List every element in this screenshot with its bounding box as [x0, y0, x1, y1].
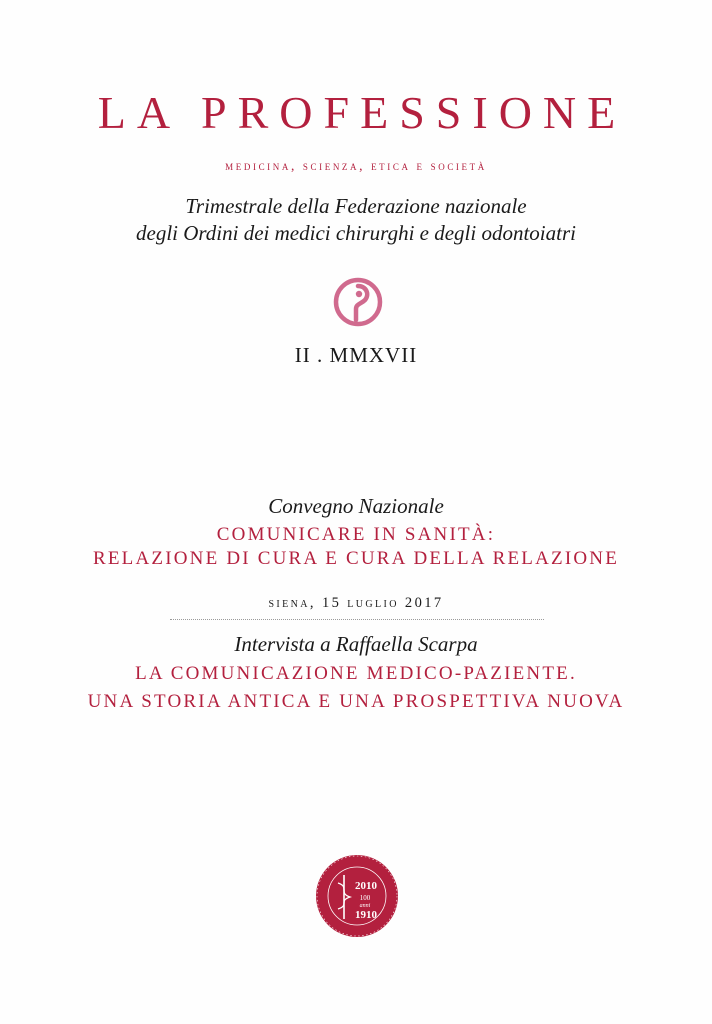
fnomceo-logo-icon: [332, 276, 384, 328]
intervista-heading: Intervista a Raffaella Scarpa: [234, 632, 478, 656]
tagline-line-1: Trimestrale della Federazione nazionale: [185, 194, 527, 218]
magazine-title: LA PROFESSIONE: [97, 87, 627, 138]
magazine-subtitle: medicina, scienza, etica e società: [225, 158, 487, 173]
intervista-title-line-1: LA COMUNICAZIONE MEDICO-PAZIENTE.: [135, 663, 577, 684]
convegno-title-line-2: RELAZIONE DI CURA E CURA DELLA RELAZIONE: [92, 548, 620, 569]
intervista-title-line-2: UNA STORIA ANTICA E UNA PROSPETTIVA NUOVA: [87, 691, 625, 712]
convegno-title-line-1: COMUNICARE IN SANITÀ:: [216, 524, 496, 545]
centenary-seal-icon: [314, 853, 400, 939]
issue-number: II . MMXVII: [294, 343, 418, 367]
tagline-line-2: degli Ordini dei medici chirurghi e degli odontoiatri: [136, 221, 576, 245]
seal-year-bottom: 1910: [355, 909, 377, 921]
seal-anni: anni: [359, 903, 371, 909]
seal-year-top: 2010: [355, 880, 377, 892]
place-date: siena, 15 luglio 2017: [268, 595, 444, 611]
convegno-heading: Convegno Nazionale: [268, 494, 444, 518]
seal-anniversary: 100: [359, 894, 371, 902]
dotted-divider: [170, 619, 544, 620]
